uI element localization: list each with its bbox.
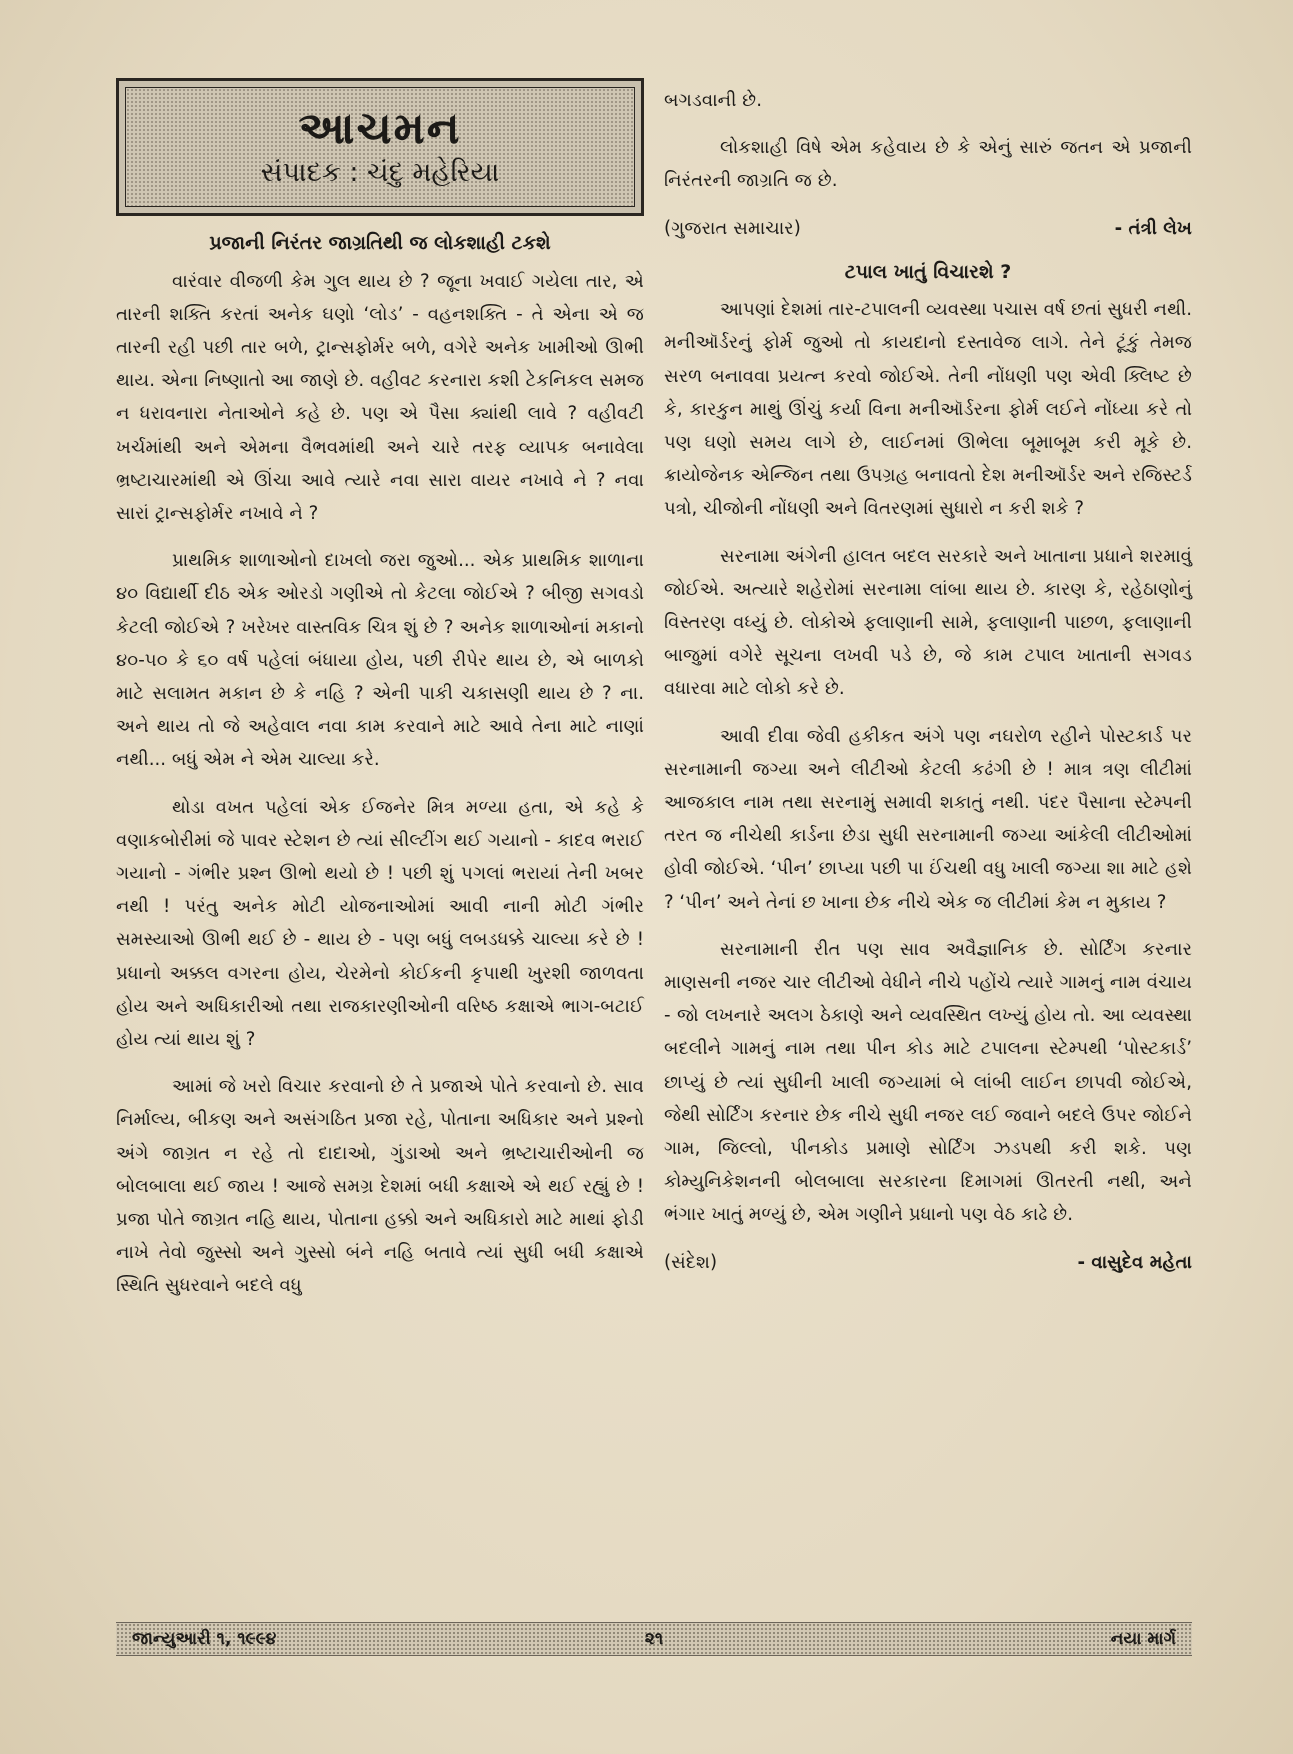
page-footer bbox=[116, 1622, 1192, 1656]
article-2-paragraph: સરનામાની રીત પણ સાવ અવૈજ્ઞાનિક છે. સોર્ટિંગ કરનાર માણસની નજર ચાર લીટીઓ વેધીને નીચે પહોંચે ત્યારે ગામનું નામ વંચાય - જો લખનારે અલગ ઠેકાણે અને વ્યવસ્થિત લખ્યું હોય તો. આ વ્યવસ્થા બદલીને ગામનું નામ તથા પીન કોડ માટે ટપાલના સ્ટેમ્પથી ‘પોસ્ટકાર્ડ’ છાપ્યું છે ત્યાં સુધીની ખાલી જગ્યામાં બે લાંબી લાઈન છાપવી જોઈએ, જેથી સોર્ટિંગ કરનાર છેક નીચે સુધી નજર લઈ જવાને બદલે ઉપર જોઈને ગામ, જિલ્લો, પીનકોડ પ્રમાણે સોર્ટિંગ ઝડપથી કરી શકે. પણ કોમ્યુનિકેશનની બોલબાલા સરકારના દિમાગમાં ઊતરતી નથી, અને ભંગાર ખાતું મળ્યું છે, એમ ગણીને પ્રધાનો પણ વેઠ કાઢે છે. bbox=[664, 938, 1192, 1226]
article-1-title: પ્રજાની નિરંતર જાગ્રતિથી જ લોકશાહી ટકશે bbox=[209, 232, 551, 254]
left-column bbox=[116, 78, 644, 1317]
article-1-paragraph: આમાં જે ખરો વિચાર કરવાનો છે તે પ્રજાએ પોતે કરવાનો છે. સાવ નિર્માલ્ય, બીકણ અને અસંગઠિત પ્રજા રહે, પોતાના અધિકાર અને પ્રશ્નો અંગે જાગ્રત ન રહે તો દાદાઓ, ગુંડાઓ અને ભ્રષ્ટાચારીઓની જ બોલબાલા થઈ જાય ! આજે સમગ્ર દેશમાં બધી કક્ષાએ એ થઈ રહ્યું છે ! પ્રજા પોતે જાગ્રત નહિ થાય, પોતાના હક્કો અને અધિકારો માટે માથાં ફોડી નાખે તેવો જુસ્સો અને ગુસ્સો બંને નહિ બતાવે ત્યાં સુધી બધી કક્ષાએ સ્થિતિ સુધરવાને બદલે વધુ bbox=[116, 1076, 644, 1297]
article-1-author: - તંત્રી લેખ bbox=[1114, 217, 1192, 239]
masthead-editor: સંપાદક : ચંદુ મહેરિયા bbox=[260, 156, 500, 188]
article-2-author: - વાસુદેવ મહેતા bbox=[1077, 1251, 1192, 1273]
article-1-credit bbox=[664, 212, 1192, 245]
right-column bbox=[664, 84, 1192, 1289]
article-1-paragraph: થોડા વખત પહેલાં એક ઈજનેર મિત્ર મળ્યા હતા, એ કહે કે વણાકબોરીમાં જે પાવર સ્ટેશન છે ત્યાં સીલ્ટીંગ થઈ ગયાનો - કાદવ ભરાઈ ગયાનો - ગંભીર પ્રશ્ન ઊભો થયો છે ! પછી શું પગલાં ભરાયાં તેની ખબર નથી ! પરંતુ અનેક મોટી યોજનાઓમાં આવી નાની મોટી ગંભીર સમસ્યાઓ ઊભી થઈ છે - થાય છે - પણ બધું લબડધક્કે ચાલ્યા કરે છે ! પ્રધાનો અક્કલ વગરના હોય, ચેરમેનો કોઈકની કૃપાથી ખુરશી જાળવતા હોય અને અધિકારીઓ તથા રાજકારણીઓની વરિષ્ઠ કક્ષાએ ભાગ-બટાઈ હોય ત્યાં થાય શું ? bbox=[116, 796, 644, 1051]
article-1-closing: લોકશાહી વિષે એમ કહેવાય છે કે એનું સારું જતન એ પ્રજાની નિરંતરની જાગ્રતિ જ છે. bbox=[664, 137, 1192, 192]
article-2-paragraph: આપણાં દેશમાં તાર-ટપાલની વ્યવસ્થા પચાસ વર્ષ છતાં સુધરી નથી. મનીઑર્ડરનું ફોર્મ જુઓ તો કાયદાનો દસ્તાવેજ લાગે. તેને ટૂંકું તેમજ સરળ બનાવવા પ્રયત્ન કરવો જોઈએ. તેની નોંધણી પણ એવી ક્લિષ્ટ છે કે, કારકુન માથું ઊંચું કર્યા વિના મનીઑર્ડરના ફોર્મ લઈને નોંધ્યા કરે તો પણ ઘણો સમય લાગે છે, લાઈનમાં ઊભેલા બૂમાબૂમ કરી મૂકે છે. ક્રાયોજેનક એન્જિન તથા ઉપગ્રહ બનાવતો દેશ મનીઑર્ડર અને રજિસ્ટર્ડ પત્રો, ચીજોની નોંધણી અને વિતરણમાં સુધારો ન કરી શકે ? bbox=[664, 299, 1192, 520]
article-2-credit bbox=[664, 1246, 1192, 1279]
footer-magazine-name: નયા માર્ગ bbox=[1110, 1629, 1176, 1649]
footer-page-number: ૨૧ bbox=[644, 1629, 664, 1649]
article-1-source: (ગુજરાત સમાચાર) bbox=[664, 217, 801, 239]
article-2-source: (સંદેશ) bbox=[664, 1251, 718, 1273]
article-2-paragraph: આવી દીવા જેવી હકીકત અંગે પણ નઘરોળ રહીને પોસ્ટકાર્ડ પર સરનામાની જગ્યા અને લીટીઓ કેટલી કઢંગી છે ! માત્ર ત્રણ લીટીમાં આજકાલ નામ તથા સરનામું સમાવી શકાતું નથી. પંદર પૈસાના સ્ટેમ્પની તરત જ નીચેથી કાર્ડના છેડા સુધી સરનામાની જગ્યા આંકેલી લીટીઓમાં હોવી જોઈએ. ‘પીન’ છાપ્યા પછી પા ઈંચથી વધુ ખાલી જગ્યા શા માટે હશે ? ‘પીન’ અને તેનાં છ ખાના છેક નીચે એક જ લીટીમાં કેમ ન મુકાય ? bbox=[664, 725, 1192, 913]
masthead-box bbox=[116, 78, 644, 216]
footer-date: જાન્યુઆરી ૧, ૧૯૯૪ bbox=[132, 1629, 277, 1649]
masthead-title: આચમન bbox=[298, 103, 462, 155]
article-2-title: ટપાલ ખાતું વિચારશે ? bbox=[844, 260, 1012, 283]
article-1-paragraph: પ્રાથમિક શાળાઓનો દાખલો જરા જુઓ... એક પ્રાથમિક શાળાના ૪૦ વિદ્યાર્થી દીઠ એક ઓરડો ગણીએ તો કેટલા જોઈએ ? બીજી સગવડો કેટલી જોઈએ ? ખરેખર વાસ્તવિક ચિત્ર શું છે ? અનેક શાળાઓનાં મકાનો ૪૦-૫૦ કે ૬૦ વર્ષ પહેલાં બંધાયા હોય, પછી રીપેર થાય છે, એ બાળકો માટે સલામત મકાન છે કે નહિ ? એની પાકી ચકાસણી થાય છે ? ના. અને થાય તો જે અહેવાલ નવા કામ કરવાને માટે આવે તેના માટે નાણાં નથી... બધું એમ ને એમ ચાલ્યા કરે. bbox=[116, 550, 644, 771]
masthead-inner bbox=[125, 87, 635, 207]
article-2-paragraph: સરનામા અંગેની હાલત બદલ સરકારે અને ખાતાના પ્રધાને શરમાવું જોઈએ. અત્યારે શહેરોમાં સરનામા લાંબા થાય છે. કારણ કે, રહેઠાણોનું વિસ્તરણ વધ્યું છે. લોકોએ ફલાણાની સામે, ફલાણાની પાછળ, ફલાણાની બાજુમાં વગેરે સૂચના લખવી પડે છે, જે કામ ટપાલ ખાતાની સગવડ વધારવા માટે લોકો કરે છે. bbox=[664, 545, 1192, 700]
article-1-continuation: બગડવાની છે. bbox=[664, 90, 763, 111]
article-1-paragraph: વારંવાર વીજળી કેમ ગુલ થાય છે ? જૂના ખવાઈ ગયેલા તાર, એ તારની શક્તિ કરતાં અનેક ઘણો ‘લોડ’ - વહનશક્તિ - તે એના એ જ તારની રહી પછી તાર બળે, ટ્રાન્સફોર્મર બળે, વગેરે અનેક ખામીઓ ઊભી થાય. એના નિષ્ણાતો આ જાણે છે. વહીવટ કરનારા કશી ટેકનિકલ સમજ ન ધરાવનારા નેતાઓને કહે છે. પણ એ પૈસા ક્યાંથી લાવે ? વહીવટી ખર્ચમાંથી અને એમના વૈભવમાંથી અને ચારે તરફ વ્યાપક બનાવેલા ભ્રષ્ટાચારમાંથી એ ઊંચા આવે ત્યારે નવા સારા વાયર નખાવે ને ? નવા સારાં ટ્રાન્સફોર્મર નખાવે ને ? bbox=[116, 270, 644, 525]
